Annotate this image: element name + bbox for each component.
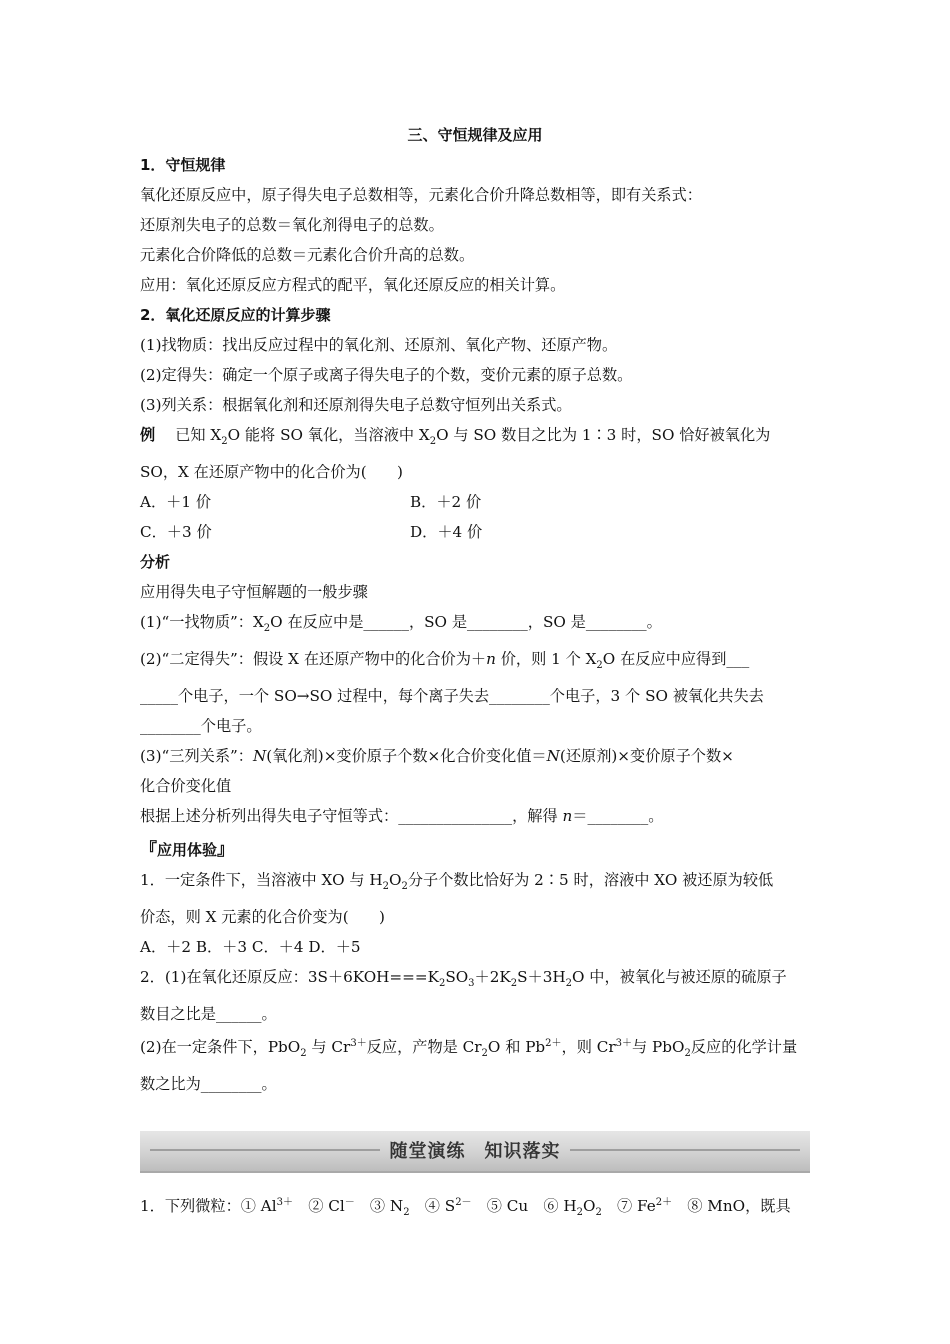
step-item: (3)列关系：根据氧化剂和还原剂得失电子总数守恒列出关系式。 [140, 396, 572, 414]
analysis-step-2-line3: ________个电子。 [140, 717, 262, 736]
heading-conservation-law: 1．守恒规律 [140, 156, 226, 174]
practice-question-3: (2)在一定条件下，PbO$_2$ 与 $Cr^{3+}$反应，产物是 $Cr_2O$ 和 $Pb^{2+}$，则 $Cr^{3+}$与 PbO$_2$反应的化学计量 [140, 1038, 798, 1060]
practice-question-1-line2: 价态，则 X 元素的化合价变为( ) [140, 908, 385, 927]
step-item: (2)定得失：确定一个原子或离子得失电子的个数，变价元素的原子总数。 [140, 366, 633, 384]
practice-question-1: 1．一定条件下，当溶液中 XO 与 $H_2O_2$分子个数比恰好为 2∶5 时，溶液中 XO 被还原为较低 [140, 871, 774, 893]
step-item: (1)找物质：找出反应过程中的氧化剂、还原剂、氧化产物、还原产物。 [140, 336, 618, 354]
analysis-step-1: (1)“一找物质”：$X_2O$ 在反应中是______，SO 是________，SO 是________。 [140, 613, 662, 635]
practice-question-2-line2: 数目之比是______。 [140, 1005, 277, 1024]
analysis-step-3: (3)“三列关系”：N(氧化剂)×变价原子个数×化合价变化值＝N(还原剂)×变价原子个数× [140, 747, 734, 766]
practice-question-3-line2: 数之比为________。 [140, 1075, 277, 1094]
option-b: B．＋2 价 [410, 493, 482, 512]
paragraph: 元素化合价降低的总数＝元素化合价升高的总数。 [140, 246, 475, 264]
document-body [140, 120, 810, 1099]
analysis-intro: 应用得失电子守恒解题的一般步骤 [140, 583, 368, 602]
practice-question-1-options: A．＋2 B．＋3 C．＋4 D．＋5 [140, 938, 361, 957]
paragraph: 还原剂失电子的总数＝氧化剂得电子的总数。 [140, 216, 444, 234]
example-options [140, 487, 810, 517]
paragraph: 应用：氧化还原反应方程式的配平，氧化还原反应的相关计算。 [140, 276, 566, 294]
banner-title: 随堂演练 知识落实 [389, 1141, 561, 1162]
analysis-step-2-line2: _____个电子，一个 SO→SO 过程中，每个离子失去________个电子，3 个 SO 被氧化共失去 [140, 687, 764, 706]
section-title: 三、守恒规律及应用 [407, 126, 543, 144]
analysis-step-3-line2: 化合价变化值 [140, 777, 232, 796]
paragraph: 氧化还原反应中，原子得失电子总数相等，元素化合价升降总数相等，即有关系式： [140, 186, 702, 204]
analysis-conclusion: 根据上述分析列出得失电子守恒等式：_______________，解得 n＝________。 [140, 807, 664, 826]
section-banner [140, 1131, 810, 1173]
practice-question-2: 2．(1)在氧化还原反应：$3S+6KOH===K_2SO_3+2K_2S+3H_2O$ 中，被氧化与被还原的硫原子 [140, 968, 787, 990]
example-options [140, 517, 810, 547]
analysis-step-2: (2)“二定得失”：假设 X 在还原产物中的化合价为＋n 价，则 1 个 $X_2O$ 在反应中应得到___ [140, 650, 750, 672]
option-c: C．＋3 价 [140, 523, 212, 542]
example-question: 例 已知 $X_2O$ 能将 SO 氧化，当溶液中 $X_2O$ 与 SO 数目之比为 1∶3 时，SO 恰好被氧化为 [140, 426, 771, 448]
option-d: D．＋4 价 [410, 523, 483, 542]
final-question: 1．下列微粒：① $Al^{3+}$ ② Cl－ ③ $N_2$ ④ $S^{2-}$ ⑤ Cu ⑥ $H_2O_2$ ⑦ $Fe^{2+}$ ⑧ MnO，既具 [140, 1197, 791, 1219]
heading-calculation-steps: 2．氧化还原反应的计算步骤 [140, 306, 331, 324]
example-label: 例 [140, 426, 156, 444]
example-question-line2: SO，X 在还原产物中的化合价为( ) [140, 463, 403, 482]
analysis-heading: 分析 [140, 553, 171, 572]
option-a: A．＋1 价 [140, 493, 212, 512]
practice-tag: 『应用体验』 [140, 840, 235, 861]
